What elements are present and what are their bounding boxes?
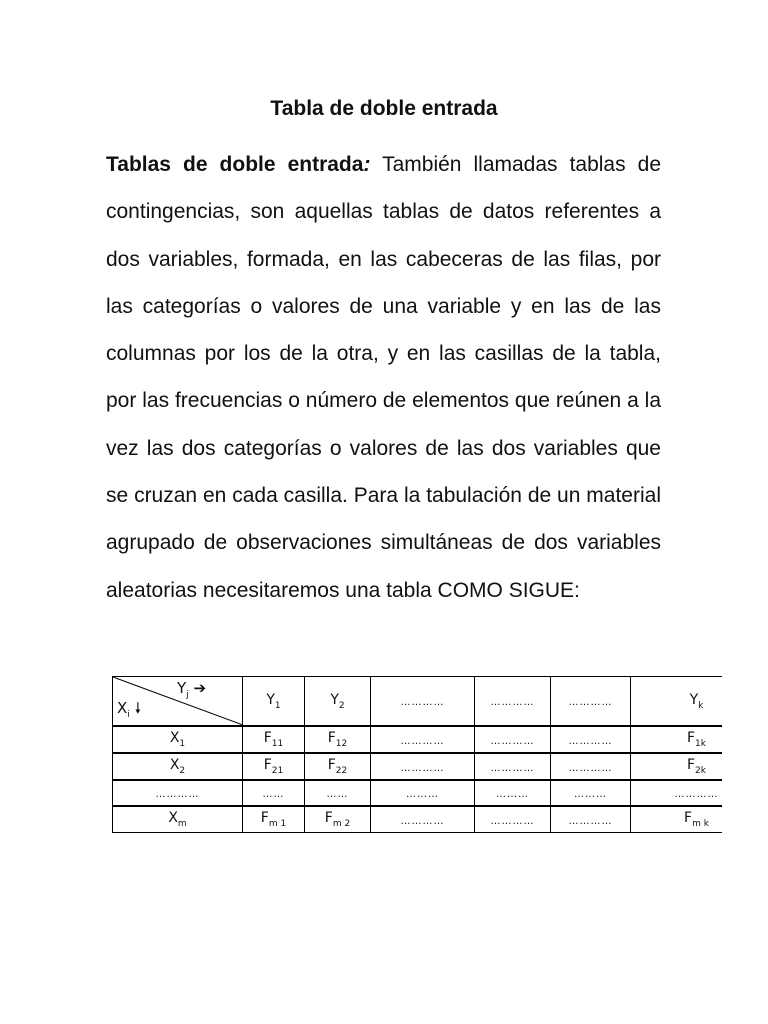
table-row <box>113 806 723 833</box>
frequency-cell <box>371 753 475 780</box>
cell-main-text: F <box>324 810 333 827</box>
frequency-cell <box>551 780 631 806</box>
cell-subscript: 1k <box>695 738 706 749</box>
cell-main-text: F <box>327 757 336 774</box>
cell-main-text: ………… <box>490 697 535 708</box>
frequency-cell <box>475 753 551 780</box>
cell-main-text: ………… <box>400 815 445 827</box>
cell-subscript: 2 <box>179 765 186 776</box>
cell-main-text: ………… <box>400 735 445 747</box>
frequency-cell <box>631 806 723 833</box>
frequency-cell <box>243 806 305 833</box>
cell-main-text: ………… <box>568 697 613 708</box>
cell-subscript: 1 <box>179 738 186 749</box>
column-header-cell <box>551 677 631 727</box>
frequency-cell <box>243 726 305 753</box>
row-header-cell <box>113 780 243 806</box>
cell-main-text: ……… <box>496 789 529 800</box>
cell-main-text: Y <box>689 691 699 708</box>
cell-main-text: F <box>260 810 269 827</box>
table-header-row <box>113 677 723 727</box>
cell-main-text: F <box>263 757 272 774</box>
cell-subscript: k <box>698 700 704 711</box>
frequency-cell <box>371 806 475 833</box>
cell-main-text: F <box>327 730 336 747</box>
cell-main-text: ………… <box>568 735 613 747</box>
frequency-cell <box>475 780 551 806</box>
frequency-cell <box>371 726 475 753</box>
cell-subscript: m <box>177 818 187 829</box>
cell-subscript: 21 <box>271 765 284 776</box>
frequency-cell <box>631 726 723 753</box>
cell-main-text: Y <box>266 691 275 708</box>
contingency-table-container <box>112 676 722 836</box>
cell-subscript: 11 <box>271 738 284 749</box>
frequency-cell <box>551 806 631 833</box>
cell-main-text: F <box>686 757 696 774</box>
column-header-cell <box>475 677 551 727</box>
cell-main-text: ………… <box>400 697 445 708</box>
table-row <box>113 753 723 780</box>
down-arrow-icon: 🠗 <box>134 699 142 717</box>
cell-main-text: …… <box>326 789 349 800</box>
frequency-cell <box>631 780 723 806</box>
row-header-cell <box>113 726 243 753</box>
cell-main-text: ………… <box>568 815 613 827</box>
paragraph-lead-term: Tablas de doble entrada <box>106 153 364 176</box>
frequency-cell <box>631 753 723 780</box>
frequency-cell <box>305 780 371 806</box>
column-header-cell <box>631 677 723 727</box>
table-row <box>113 780 723 806</box>
frequency-cell <box>243 753 305 780</box>
cell-main-text: ………… <box>490 815 535 827</box>
right-arrow-icon: ➔ <box>193 679 207 697</box>
document-title: Tabla de doble entrada <box>270 97 498 120</box>
paragraph-lead-colon: : <box>363 153 371 176</box>
row-header-cell <box>113 806 243 833</box>
cell-subscript: m 2 <box>332 818 351 829</box>
cell-main-text: …… <box>262 789 285 800</box>
cell-subscript: 2 <box>338 700 345 711</box>
cell-main-text: F <box>684 810 693 827</box>
column-variable-label: $Y_j$ ➔ <box>177 679 207 700</box>
column-header-cell <box>305 677 371 727</box>
row-header-cell <box>113 753 243 780</box>
frequency-cell <box>551 726 631 753</box>
cell-main-text: ………… <box>490 735 535 747</box>
contingency-table <box>112 676 722 833</box>
frequency-cell <box>305 753 371 780</box>
cell-main-text: Y <box>330 691 339 708</box>
frequency-cell <box>305 806 371 833</box>
cell-subscript: 2k <box>695 765 706 776</box>
cell-subscript: m k <box>692 818 709 829</box>
frequency-cell <box>475 726 551 753</box>
frequency-cell <box>551 753 631 780</box>
cell-main-text: ……… <box>574 789 607 800</box>
frequency-cell <box>243 780 305 806</box>
cell-main-text: ………… <box>490 762 535 774</box>
cell-main-text: ………… <box>400 762 445 774</box>
frequency-cell <box>305 726 371 753</box>
document-paragraph <box>106 141 661 614</box>
column-header-cell <box>243 677 305 727</box>
cell-main-text: X <box>169 757 180 774</box>
cell-subscript: 22 <box>335 765 348 776</box>
frequency-cell <box>475 806 551 833</box>
column-header-cell <box>371 677 475 727</box>
cell-main-text: ………… <box>674 789 719 800</box>
cell-main-text: ………… <box>155 789 200 800</box>
table-row <box>113 726 723 753</box>
cell-main-text: X <box>168 810 178 827</box>
cell-main-text: ………… <box>568 762 613 774</box>
cell-subscript: 12 <box>335 738 348 749</box>
cell-subscript: m 1 <box>268 818 287 829</box>
table-corner-cell <box>113 677 243 727</box>
paragraph-text: También llamadas tablas de contingencias, son aquellas tablas de datos referentes a dos variables, formada, en las cabeceras de las filas, por las categorías o valores de una variable y en las de las columnas por los de la otra, y en las casillas de la tabla, por las frecuencias o número de elementos que reúnen a la vez las dos categorías o valores de las dos variables que se cruzan en cada casilla. Para la tabulación de un material agrupado de observaciones simultáneas de dos variables aleatorias necesitaremos una tabla COMO SIGUE: <box>106 153 661 602</box>
cell-main-text: F <box>686 730 696 747</box>
cell-main-text: F <box>263 730 272 747</box>
cell-subscript: 1 <box>274 700 281 711</box>
cell-main-text: ……… <box>406 789 439 800</box>
cell-main-text: X <box>169 730 180 747</box>
frequency-cell <box>371 780 475 806</box>
row-variable-label: $X_i$ 🠗 <box>117 699 142 720</box>
